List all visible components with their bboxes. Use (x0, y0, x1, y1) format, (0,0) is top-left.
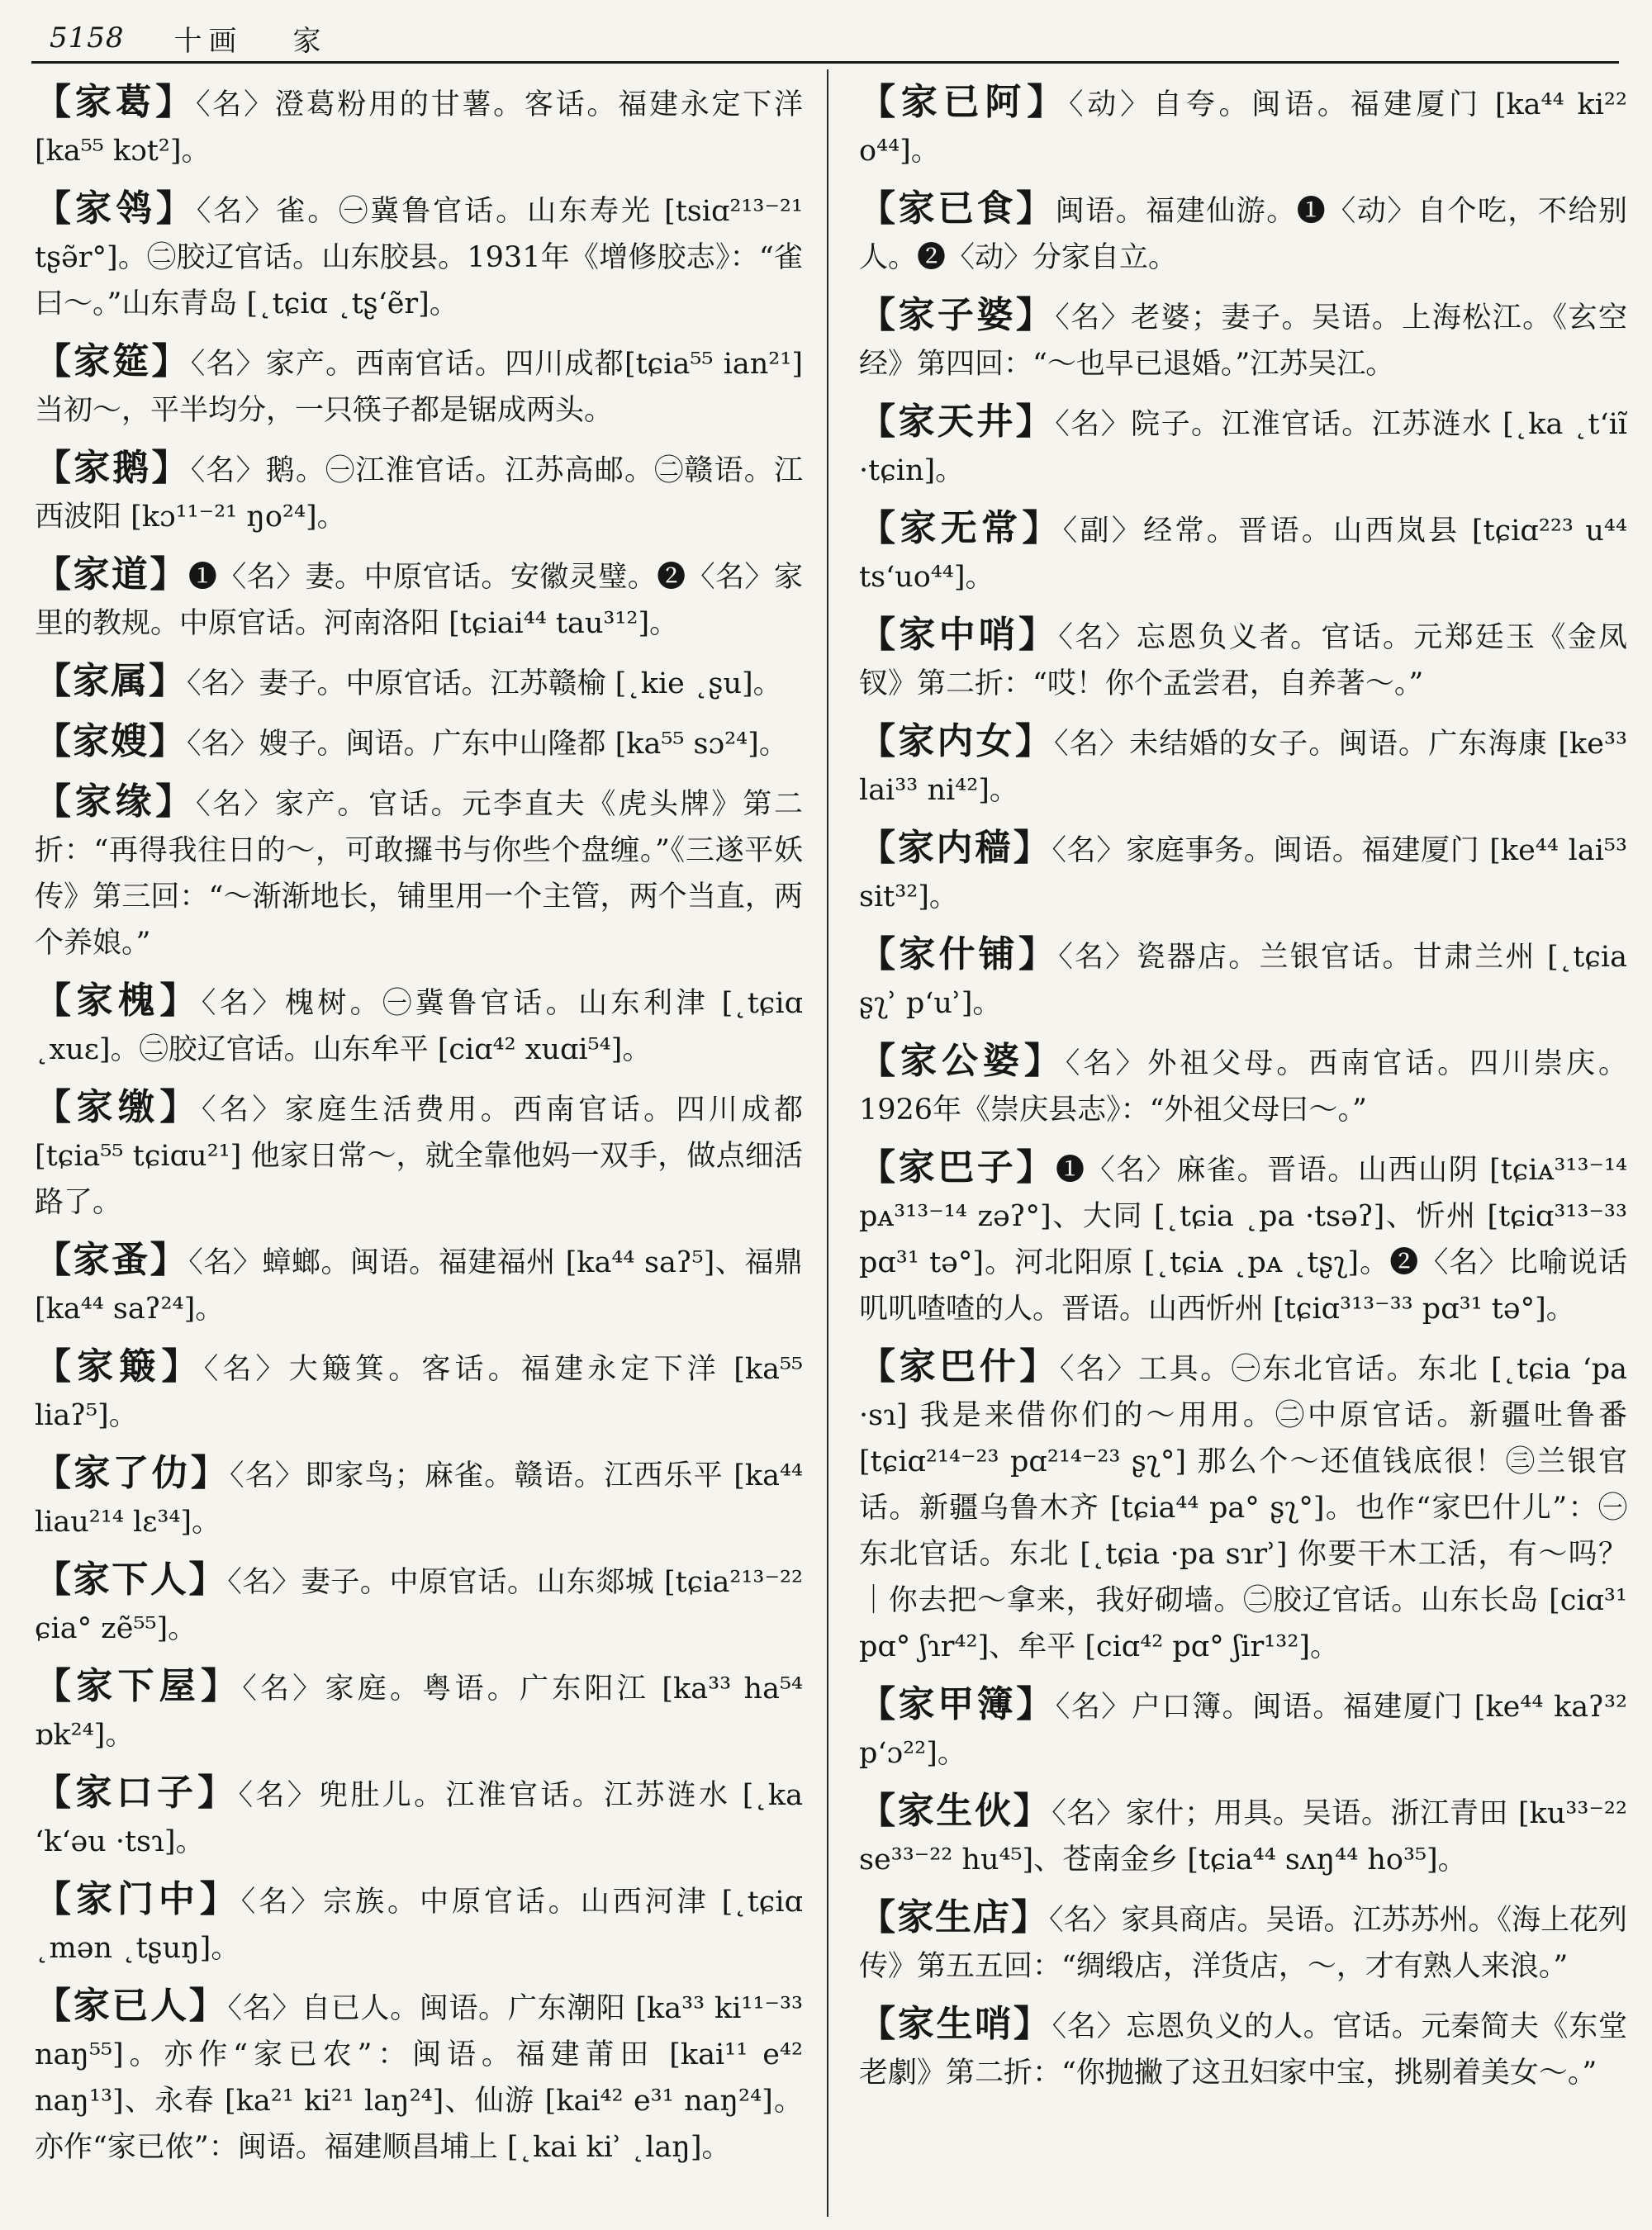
dictionary-entry (35, 339, 803, 434)
entry-headword: 【家葛】 (35, 81, 197, 123)
entry-headword: 【家天井】 (859, 401, 1056, 443)
entry-definition: 〈名〉工具。㊀东北官话。东北 [˛tɕia ʻpa ·sɿ] 我是来借你们的～用用。㊁中原官话。新疆吐鲁番 [tɕiɑ²¹⁴⁻²³ pɑ²¹⁴⁻²³ ʂʅ°] 那么个～还值钱底很！㊂兰银官话。新疆乌鲁木齐 [tɕia⁴⁴ pa° ʂʅ°]。也作“家巴什儿”：㊀东北官话。东北 [˛tɕia ·pa sɿrʾ] 你要干木工活，有～吗？｜你去把～拿来，我好砌墙。㊁胶辽官话。山东长岛 [ciɑ³¹ pɑ° ʃɿr⁴²]、牟平 [ciɑ⁴² pɑ° ʃir¹³²]。 (859, 1353, 1627, 1663)
entry-definition: 〈名〉家产。官话。元李直夫《虎头牌》第二折：“再得我往日的～，可敢攞书与你些个盘缠。”《三遂平妖传》第三回：“～渐渐地长，铺里用一个主管，两个当直，两个养娘。” (35, 788, 803, 960)
entry-definition: 〈名〉院子。江淮官话。江苏涟水 [˛ka ˛tʻiĩ ·tɕin]。 (859, 408, 1628, 487)
dictionary-entry (859, 79, 1627, 174)
entry-definition: 〈名〉即家鸟；麻雀。赣语。江西乐平 [ka⁴⁴ liau²¹⁴ lɛ³⁴]。 (35, 1459, 804, 1539)
dictionary-entry (859, 1344, 1627, 1670)
entry-headword: 【家簸】 (35, 1345, 204, 1388)
entry-definition: 〈名〉妻子。中原官话。山东郯城 [tɕia²¹³⁻²² ɕia° zẽ⁵⁵]。 (35, 1566, 804, 1645)
entry-definition: 〈名〉自已人。闽语。广东潮阳 [ka³³ ki¹¹⁻³³ naŋ⁵⁵]。亦作“家已农”：闽语。福建莆田 [kai¹¹ e⁴² naŋ¹³]、永春 [ka²¹ ki²¹ laŋ²⁴]、仙游 [kai⁴² e³¹ naŋ²⁴]。亦作“家已侬”：闽语。福建顺昌埔上 [˛kai kiʾ ˛laŋ]。 (35, 1992, 804, 2164)
entry-definition: 〈名〉忘恩负义者。官话。元郑廷玉《金凤钗》第二折：“哎！你个孟尝君，自养著～。” (859, 621, 1627, 700)
entry-definition: 〈名〉鹅。㊀江淮官话。江苏高邮。㊁赣语。江西波阳 [kɔ¹¹⁻²¹ ŋo²⁴]。 (35, 454, 803, 534)
left-column (35, 79, 803, 2182)
entry-headword: 【家鸰】 (35, 187, 197, 230)
entry-definition: 〈名〉妻子。中原官话。江苏赣榆 [˛kie ˛ʂu]。 (187, 667, 782, 700)
dictionary-entry (859, 292, 1627, 387)
entry-headword: 【家已食】 (859, 187, 1056, 230)
entry-definition: 〈名〉雀。㊀冀鲁官话。山东寿光 [tsiɑ²¹³⁻²¹ tʂə̃r°]。㊁胶辽官话。山东胶县。1931年《增修胶志》：“雀曰～。”山东青岛 [˛tɕiɑ ˛tʂʻẽr]。 (35, 195, 803, 320)
entry-definition: 〈名〉老婆；妻子。吴语。上海松江。《玄空经》第四回：“～也早已退婚。”江苏吴江。 (859, 301, 1627, 381)
entry-definition: 〈名〉槐树。㊀冀鲁官话。山东利津 [˛tɕiɑ ˛xuɛ]。㊁胶辽官话。山东牟平 [ciɑ⁴² xuɑi⁵⁴]。 (35, 987, 803, 1066)
entry-headword: 【家已人】 (35, 1985, 228, 2027)
dictionary-entry (35, 1877, 803, 1971)
entry-headword: 【家属】 (35, 660, 187, 702)
dictionary-entry (35, 658, 803, 707)
entry-headword: 【家内穑】 (859, 827, 1052, 869)
dictionary-entry (35, 1344, 803, 1439)
entry-headword: 【家生哨】 (859, 2003, 1052, 2045)
entry-definition: 〈名〉家庭。粤语。广东阳江 [ka³³ ha⁵⁴ ɒk²⁴]。 (35, 1672, 804, 1752)
entry-definition: 〈名〉澄葛粉用的甘薯。客话。福建永定下洋 [ka⁵⁵ kɔt²]。 (35, 88, 803, 168)
dictionary-entry (35, 445, 803, 540)
entry-definition: 〈名〉蟑螂。闽语。福建福州 [ka⁴⁴ saʔ⁵]、福鼎 [ka⁴⁴ saʔ²⁴]。 (35, 1246, 803, 1326)
dictionary-entry (859, 612, 1627, 707)
entry-definition: 〈副〉经常。晋语。山西岚县 [tɕiɑ²²³ u⁴⁴ tsʻuo⁴⁴]。 (859, 515, 1627, 594)
column-divider (827, 69, 828, 2217)
page-header (50, 15, 1619, 61)
right-column (859, 79, 1627, 2108)
dictionary-entry (35, 1983, 803, 2171)
dictionary-entry (859, 186, 1627, 281)
entry-definition: 〈名〉忘恩负义的人。官话。元秦简夫《东堂老劇》第二折：“你抛撇了这丑妇家中宝，挑剔着美女～。” (859, 2010, 1627, 2090)
dictionary-entry (859, 1145, 1627, 1332)
entry-definition: 〈名〉家什；用具。吴语。浙江青田 [ku³³⁻²² se³³⁻²² hu⁴⁵]、苍南金乡 [tɕia⁴⁴ sʌŋ⁴⁴ ho³⁵]。 (859, 1797, 1627, 1877)
entry-definition: 〈名〉瓷器店。兰银官话。甘肃兰州 [˛tɕia ʂʅʾ pʻuʾ]。 (859, 941, 1627, 1020)
entry-headword: 【家缴】 (35, 1086, 202, 1128)
entry-definition: 〈名〉兜肚儿。江淮官话。江苏涟水 [˛ka ʻkʻəu ·tsɿ]。 (35, 1779, 803, 1858)
dictionary-entry (859, 2001, 1627, 2096)
entry-headword: 【家口子】 (35, 1772, 239, 1814)
dictionary-entry (35, 719, 803, 767)
entry-definition: 〈名〉家产。西南官话。四川成都[tɕia⁵⁵ ian²¹] 当初～，平半均分，一只筷子都是锯成两头。 (35, 348, 804, 427)
stroke-count-label: 十画 (173, 24, 244, 58)
entry-headword: 【家道】 (35, 553, 188, 595)
dictionary-entry (859, 825, 1627, 920)
section-character: 家 (292, 24, 321, 58)
entry-definition: 〈名〉未结婚的女子。闽语。广东海康 [ke³³ lai³³ ni⁴²]。 (859, 728, 1628, 807)
entry-definition: 〈名〉家庭事务。闽语。福建厦门 [ke⁴⁴ lai⁵³ sit³²]。 (859, 834, 1627, 913)
entry-headword: 【家缘】 (35, 780, 197, 823)
entry-definition: 闽语。福建仙游。❶〈动〉自个吃，不给别人。❷〈动〉分家自立。 (859, 195, 1627, 274)
entry-headword: 【家已阿】 (859, 81, 1069, 123)
entry-headword: 【家甲簿】 (859, 1683, 1056, 1725)
entry-headword: 【家无常】 (859, 507, 1063, 549)
dictionary-entry (35, 978, 803, 1073)
dictionary-entry (35, 1557, 803, 1652)
dictionary-entry (859, 505, 1627, 600)
dictionary-entry (859, 399, 1627, 494)
entry-headword: 【家中哨】 (859, 614, 1059, 656)
dictionary-entry (859, 1895, 1627, 1990)
page-number: 5158 (50, 21, 125, 55)
dictionary-entry (859, 1682, 1627, 1777)
dictionary-entry (35, 552, 803, 647)
dictionary-entry (35, 1663, 803, 1758)
entry-headword: 【家生伙】 (859, 1790, 1052, 1832)
entry-headword: 【家槐】 (35, 980, 202, 1022)
entry-headword: 【家巴子】 (859, 1146, 1056, 1189)
dictionary-entry (35, 1770, 803, 1865)
entry-definition: 〈名〉户口簿。闽语。福建厦门 [ke⁴⁴ kaʔ³² pʻɔ²²]。 (859, 1691, 1628, 1770)
dictionary-entry (35, 1237, 803, 1332)
entry-definition: ❶〈名〉妻。中原官话。安徽灵璧。❷〈名〉家里的教规。中原官话。河南洛阳 [tɕiai⁴⁴ tau³¹²]。 (35, 561, 803, 640)
entry-headword: 【家什铺】 (859, 933, 1059, 975)
entry-headword: 【家生店】 (859, 1896, 1049, 1938)
dictionary-entry (35, 186, 803, 327)
entry-headword: 【家公婆】 (859, 1040, 1066, 1082)
entry-headword: 【家鹅】 (35, 447, 191, 489)
header-rule (31, 61, 1619, 64)
entry-headword: 【家下屋】 (35, 1665, 243, 1707)
entry-headword: 【家门中】 (35, 1878, 241, 1920)
dictionary-entry (859, 1038, 1627, 1133)
entry-headword: 【家嫂】 (35, 720, 187, 762)
entry-definition: 〈名〉大簸箕。客话。福建永定下洋 [ka⁵⁵ liaʔ⁵]。 (35, 1353, 804, 1432)
dictionary-entry (35, 1450, 803, 1545)
entry-definition: 〈名〉宗族。中原官话。山西河津 [˛tɕiɑ ˛mən ˛tʂuŋ]。 (35, 1886, 803, 1965)
entry-headword: 【家下人】 (35, 1559, 228, 1601)
dictionary-entry (859, 719, 1627, 814)
entry-headword: 【家子婆】 (859, 294, 1056, 336)
dictionary-entry (35, 779, 803, 966)
dictionary-entry (859, 932, 1627, 1027)
entry-headword: 【家蚤】 (35, 1239, 189, 1281)
entry-headword: 【家筵】 (35, 340, 191, 382)
dictionary-entry (859, 1788, 1627, 1883)
dictionary-entry (35, 79, 803, 174)
entry-definition: 〈名〉外祖父母。西南官话。四川崇庆。1926年《崇庆县志》：“外祖父母曰～。” (859, 1047, 1627, 1127)
dictionary-entry (35, 1084, 803, 1226)
entry-definition: 〈名〉家具商店。吴语。江苏苏州。《海上花列传》第五五回：“绸缎店，洋货店，～，才有熟人来浪。” (859, 1904, 1628, 1983)
entry-definition: 〈动〉自夸。闽语。福建厦门 [ka⁴⁴ ki²² o⁴⁴]。 (859, 88, 1627, 168)
entry-definition: 〈名〉家庭生活费用。西南官话。四川成都 [tɕia⁵⁵ tɕiɑu²¹] 他家日常～，就全靠他妈一双手，做点细活路了。 (35, 1094, 803, 1219)
entry-headword: 【家内女】 (859, 720, 1055, 762)
entry-headword: 【家巴什】 (859, 1345, 1060, 1388)
entry-definition: ❶〈名〉麻雀。晋语。山西山阴 [tɕiᴀ³¹³⁻¹⁴ pᴀ³¹³⁻¹⁴ zəʔ°]、大同 [˛tɕia ˛pa ·tsəʔ]、忻州 [tɕiɑ³¹³⁻³³ pɑ³¹ tə°]。河北阳原 [˛tɕiᴀ ˛pᴀ ˛tʂʅ]。❷〈名〉比喻说话叽叽喳喳的人。晋语。山西忻州 [tɕiɑ³¹³⁻³³ pɑ³¹ tə°]。 (859, 1154, 1628, 1326)
entry-definition: 〈名〉嫂子。闽语。广东中山隆都 [ka⁵⁵ sɔ²⁴]。 (187, 728, 788, 761)
entry-headword: 【家了仂】 (35, 1452, 230, 1494)
